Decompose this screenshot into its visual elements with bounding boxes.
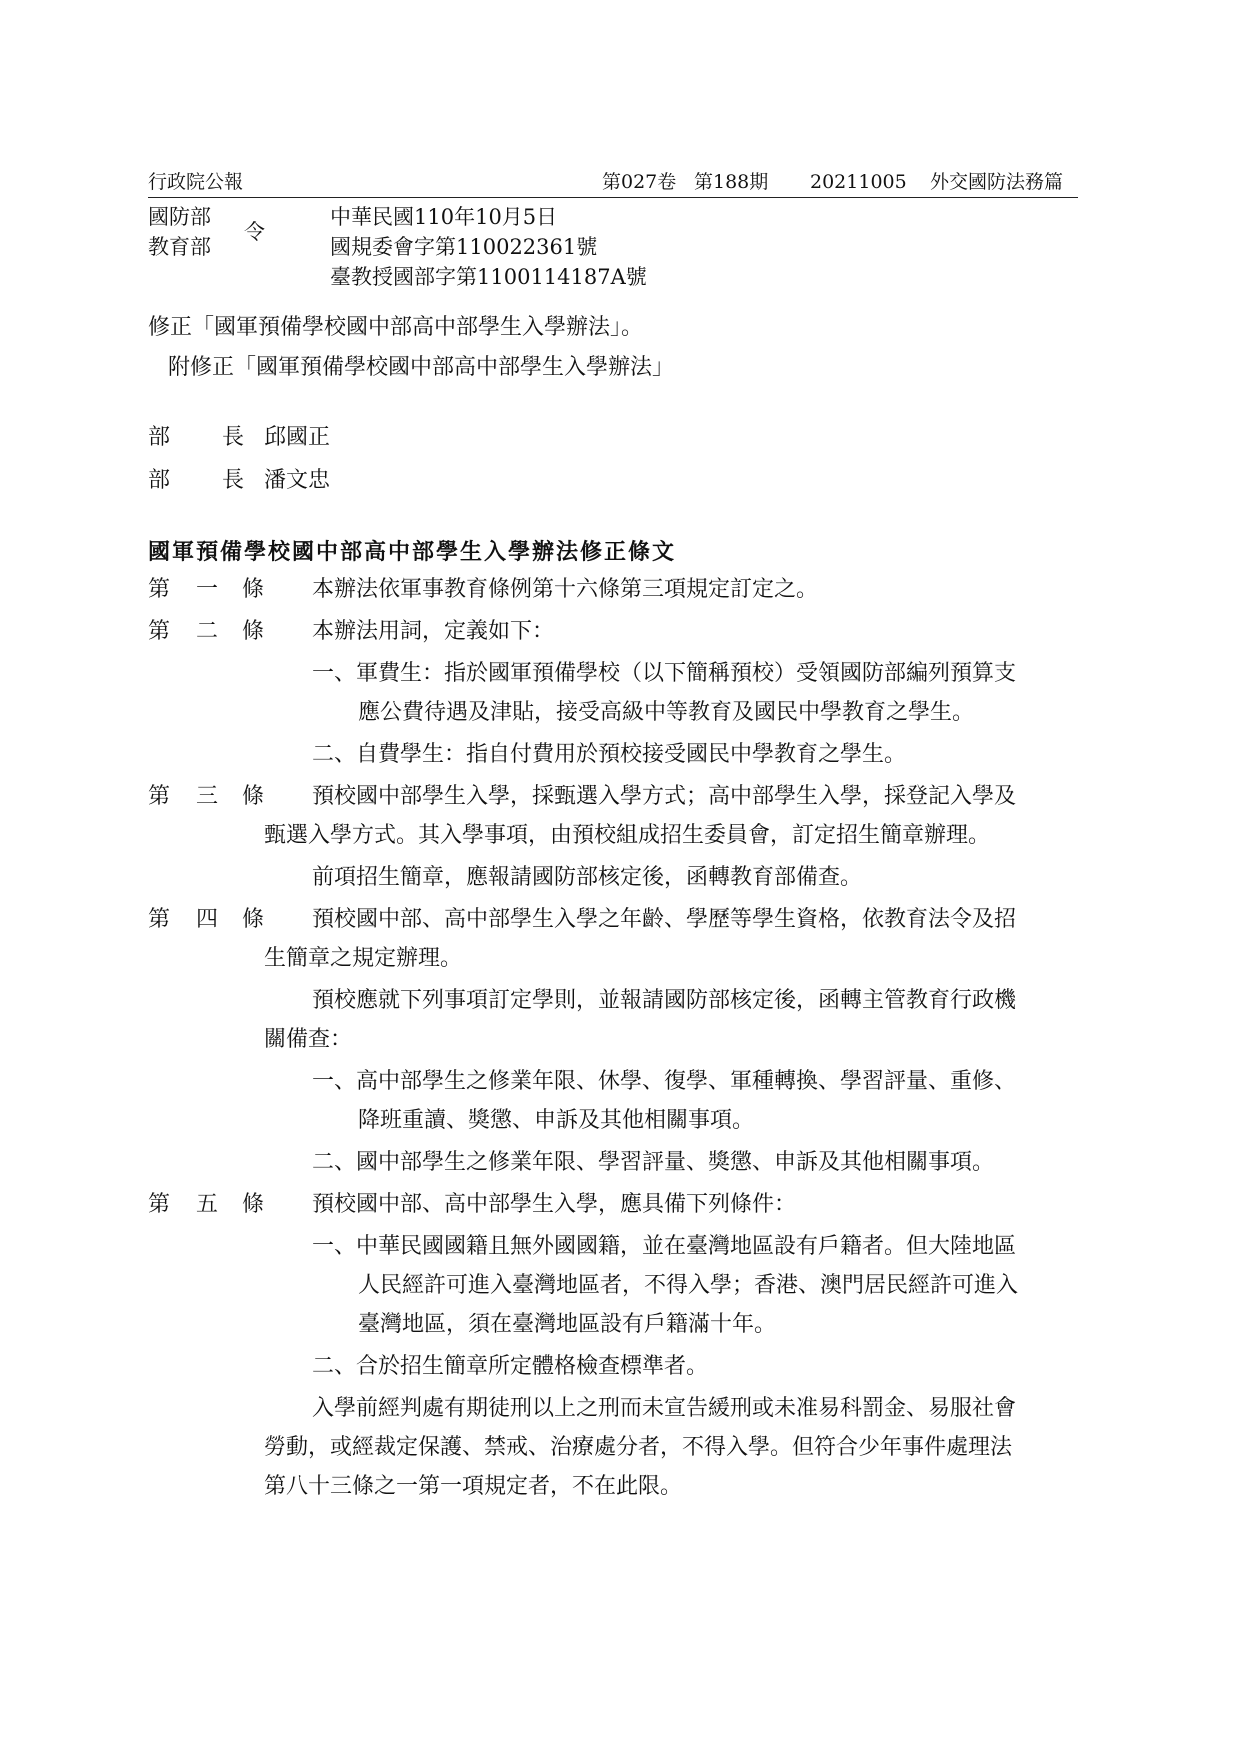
article-label-prefix: 第 — [148, 784, 171, 809]
article-label-suffix: 條 — [242, 907, 265, 932]
article-label-number: 四 — [196, 907, 219, 932]
article-5-para-2-line-1: 入學前經判處有期徒刑以上之刑而未宣告緩刑或未准易科罰金、易服社會 — [312, 1396, 1017, 1421]
article-2-item-1-line-1: 一、軍費生：指於國軍預備學校（以下簡稱預校）受領國防部編列預算支 — [312, 661, 1017, 686]
article-label-prefix: 第 — [148, 577, 171, 602]
publication-name: 行政院公報 — [148, 171, 244, 193]
article-label-number: 三 — [196, 784, 219, 809]
order-type: 令 — [244, 220, 265, 244]
signature-2-label-b: 長 — [222, 468, 245, 493]
signature-1-name: 邱國正 — [264, 425, 331, 450]
article-5-text: 預校國中部、高中部學生入學，應具備下列條件： — [312, 1192, 797, 1217]
header-rule — [148, 197, 1078, 198]
article-1-text: 本辦法依軍事教育條例第十六條第三項規定訂定之。 — [312, 577, 819, 602]
article-2-item-2: 二、自費學生：指自付費用於預校接受國民中學教育之學生。 — [312, 742, 907, 767]
article-label-suffix: 條 — [242, 1192, 265, 1217]
article-4-item-1-line-2: 降班重讀、獎懲、申訴及其他相關事項。 — [358, 1108, 755, 1133]
article-label-number: 二 — [196, 619, 219, 644]
article-label-prefix: 第 — [148, 1192, 171, 1217]
document-number-2: 臺教授國部字第1100114187A號 — [330, 265, 647, 289]
article-5-item-1-line-2: 人民經許可進入臺灣地區者，不得入學；香港、澳門居民經許可進入 — [358, 1273, 1019, 1298]
order-date: 中華民國110年10月5日 — [330, 205, 558, 229]
article-5-para-2-line-3: 第八十三條之一第一項規定者，不在此限。 — [264, 1474, 683, 1499]
order-text: 修正「國軍預備學校國中部高中部學生入學辦法」。 — [148, 315, 644, 340]
article-3-line-2: 甄選入學方式。其入學事項，由預校組成招生委員會，訂定招生簡章辦理。 — [264, 823, 991, 848]
signature-2-name: 潘文忠 — [264, 468, 331, 493]
article-label-prefix: 第 — [148, 907, 171, 932]
ministry-defense: 國防部 — [148, 205, 211, 229]
volume-number: 第027卷 — [602, 171, 677, 193]
issue-number: 第188期 — [694, 171, 769, 193]
article-4-line-2: 生簡章之規定辦理。 — [264, 946, 463, 971]
article-4-line-1: 預校國中部、高中部學生入學之年齡、學歷等學生資格，依教育法令及招 — [312, 907, 1017, 932]
article-label-number: 五 — [196, 1192, 219, 1217]
signature-1-label-a: 部 — [148, 425, 171, 450]
article-3-para-2: 前項招生簡章，應報請國防部核定後，函轉教育部備查。 — [312, 865, 863, 890]
issue-date: 20211005 — [810, 171, 907, 193]
article-label-suffix: 條 — [242, 619, 265, 644]
section-name: 外交國防法務篇 — [930, 171, 1064, 193]
article-4-item-2: 二、國中部學生之修業年限、學習評量、獎懲、申訴及其他相關事項。 — [312, 1150, 995, 1175]
article-5-item-1-line-1: 一、中華民國國籍且無外國國籍，並在臺灣地區設有戶籍者。但大陸地區 — [312, 1234, 1017, 1259]
signature-1-label-b: 長 — [222, 425, 245, 450]
regulation-title: 國軍預備學校國中部高中部學生入學辦法修正條文 — [148, 539, 677, 565]
order-attachment: 附修正「國軍預備學校國中部高中部學生入學辦法」 — [168, 355, 675, 380]
article-4-item-1-line-1: 一、高中部學生之修業年限、休學、復學、軍種轉換、學習評量、重修、 — [312, 1069, 1017, 1094]
article-label-suffix: 條 — [242, 577, 265, 602]
document-number-1: 國規委會字第110022361號 — [330, 235, 598, 259]
article-2-item-1-line-2: 應公費待遇及津貼，接受高級中等教育及國民中學教育之學生。 — [358, 700, 975, 725]
article-label-prefix: 第 — [148, 619, 171, 644]
signature-2-label-a: 部 — [148, 468, 171, 493]
article-5-item-1-line-3: 臺灣地區，須在臺灣地區設有戶籍滿十年。 — [358, 1312, 777, 1337]
article-2-text: 本辦法用詞，定義如下： — [312, 619, 555, 644]
article-3-line-1: 預校國中部學生入學，採甄選入學方式；高中部學生入學，採登記入學及 — [312, 784, 1017, 809]
article-5-para-2-line-2: 勞動，或經裁定保護、禁戒、治療處分者，不得入學。但符合少年事件處理法 — [264, 1435, 1013, 1460]
article-4-para-2-line-1: 預校應就下列事項訂定學則，並報請國防部核定後，函轉主管教育行政機 — [312, 988, 1017, 1013]
article-4-para-2-line-2: 關備查： — [264, 1027, 353, 1052]
ministry-education: 教育部 — [148, 235, 211, 259]
article-label-number: 一 — [196, 577, 219, 602]
article-label-suffix: 條 — [242, 784, 265, 809]
article-5-item-2: 二、合於招生簡章所定體格檢查標準者。 — [312, 1354, 709, 1379]
